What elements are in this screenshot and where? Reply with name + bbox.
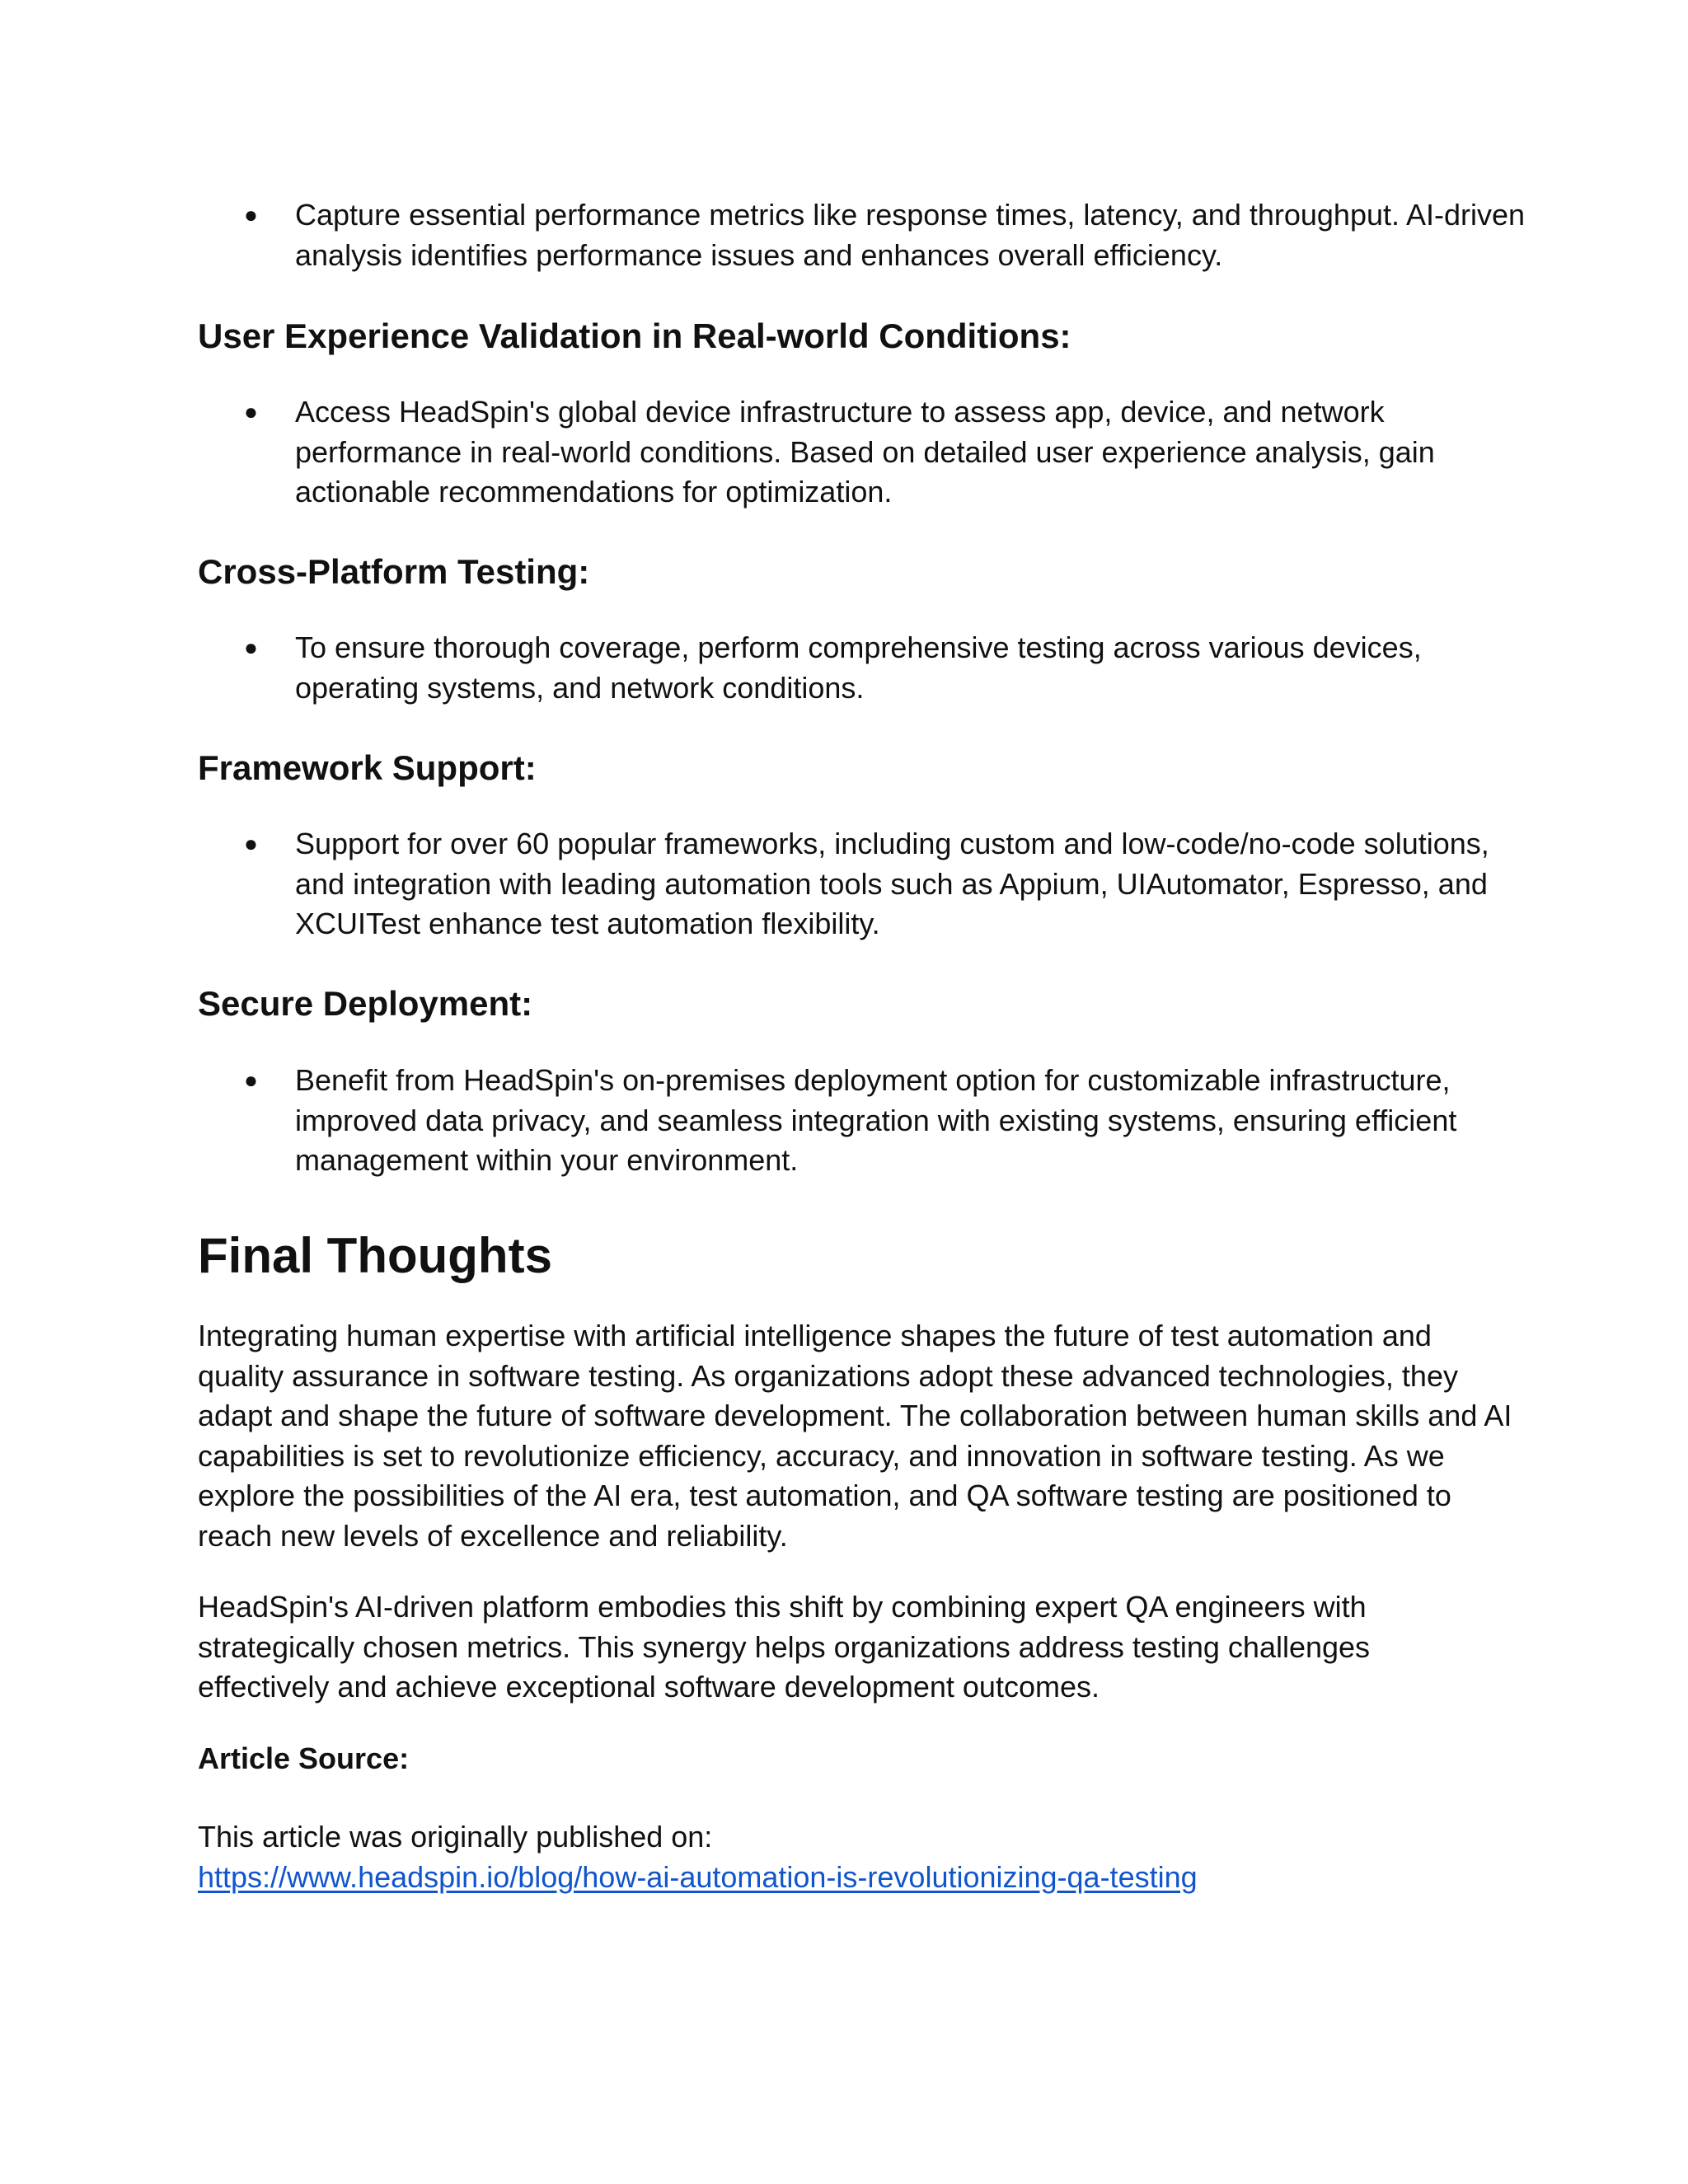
- bullet-icon: ●: [244, 202, 258, 227]
- bullet-icon: ●: [244, 1067, 258, 1093]
- source-label: Article Source:: [198, 1741, 410, 1775]
- bullet-text: Access HeadSpin's global device infrastructure to assess app, device, and network performance in real-world conditions. Based on detailed user experience analysis, gain actionable recommendations for optimization.: [295, 395, 1435, 509]
- bullet-icon: ●: [244, 399, 258, 424]
- page-title: Final Thoughts: [198, 1228, 552, 1283]
- bullet-text: To ensure thorough coverage, perform comprehensive testing across various devices, operating systems, and network conditions.: [295, 630, 1422, 705]
- section-heading: User Experience Validation in Real-world Conditions:: [198, 316, 1071, 355]
- section-heading: Secure Deployment:: [198, 984, 533, 1023]
- bullet-icon: ●: [244, 635, 258, 660]
- bullet-icon: ●: [244, 831, 258, 856]
- bullet-text: Capture essential performance metrics like response times, latency, and throughput. AI-driven analysis identifies performance issues and enhances overall efficiency.: [295, 198, 1526, 272]
- body-paragraph: HeadSpin's AI-driven platform embodies this shift by combining expert QA engineers with strategically chosen metrics. This synergy helps organizations address testing challenges effectively and achieve exceptional software development outcomes.: [198, 1590, 1371, 1704]
- source-link-container: [198, 1858, 1517, 1898]
- section-heading: Cross-Platform Testing:: [198, 552, 590, 591]
- section-heading: Framework Support:: [198, 748, 537, 787]
- bullet-text: Support for over 60 popular frameworks, including custom and low-code/no-code solutions, and integration with leading automation tools such as Appium, UIAutomator, Espresso, and XCUITest enhance test automation flexibility.: [295, 827, 1489, 940]
- body-paragraph: Integrating human expertise with artificial intelligence shapes the future of test automation and quality assurance in software testing. As organizations adopt these advanced technologies, they adapt and shape the future of software development. The collaboration between human skills and AI capabilities is set to revolutionize efficiency, accuracy, and innovation in software testing. As we explore the possibilities of the AI era, test automation, and QA software testing are positioned to reach new levels of excellence and reliability.: [198, 1319, 1512, 1553]
- source-intro: This article was originally published on:: [198, 1820, 713, 1854]
- source-link[interactable]: https://www.headspin.io/blog/how-ai-automation-is-revolutionizing-qa-testing: [198, 1860, 1198, 1894]
- bullet-text: Benefit from HeadSpin's on-premises deployment option for customizable infrastructure, improved data privacy, and seamless integration with existing systems, ensuring efficient management within your environment.: [295, 1063, 1457, 1177]
